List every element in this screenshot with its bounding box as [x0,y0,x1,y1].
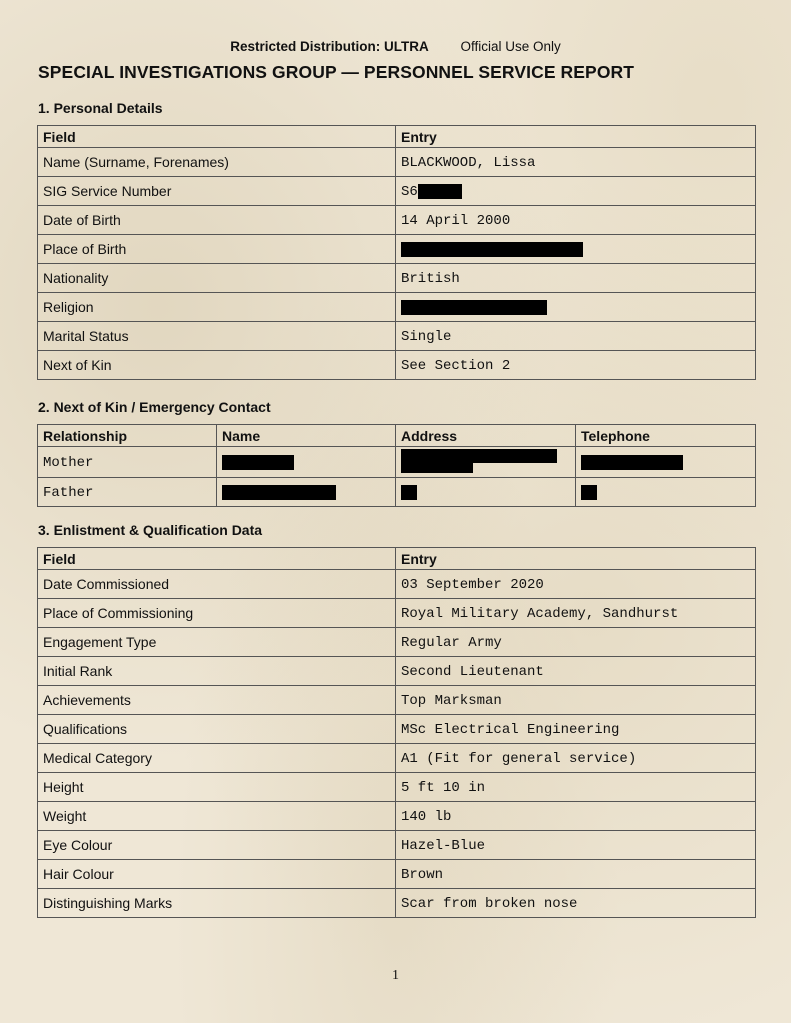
entry-text: Hazel-Blue [401,838,486,854]
entry-text: British [401,271,460,287]
table-row [38,628,756,657]
entry-value [396,264,756,293]
redaction-bar [581,455,683,470]
field-label: Eye Colour [38,831,396,860]
column-header-relationship: Relationship [38,425,217,447]
entry-value [396,148,756,177]
field-label: Nationality [38,264,396,293]
field-label: Distinguishing Marks [38,889,396,918]
table-row [38,715,756,744]
entry-value [396,351,756,380]
entry-value [396,744,756,773]
field-label: Marital Status [38,322,396,351]
entry-text: 03 September 2020 [401,577,544,593]
redaction-bar [401,449,557,463]
classification-line [0,39,791,54]
table-row [38,657,756,686]
field-label: SIG Service Number [38,177,396,206]
table-row [38,570,756,599]
field-label: Height [38,773,396,802]
entry-text: Scar from broken nose [401,896,578,912]
field-label: Medical Category [38,744,396,773]
column-header-entry: Entry [396,548,756,570]
section-3-heading: 3. Enlistment & Qualification Data [38,522,263,538]
entry-value [396,293,756,322]
redaction-bar [401,485,417,500]
table-header-row [38,126,756,148]
address-cell [396,478,576,507]
redaction-bar [418,184,462,199]
table-row [38,686,756,715]
field-label: Initial Rank [38,657,396,686]
page-number: 1 [392,968,399,983]
field-label: Weight [38,802,396,831]
name-cell [217,478,396,507]
table-row [38,599,756,628]
redaction-bar [222,455,294,470]
enlistment-qualification-table [37,547,756,918]
official-use-label: Official Use Only [460,39,561,54]
field-label: Date Commissioned [38,570,396,599]
table-row [38,264,756,293]
field-label: Next of Kin [38,351,396,380]
entry-value [396,206,756,235]
table-row [38,860,756,889]
table-header-row [38,548,756,570]
entry-value [396,802,756,831]
entry-value [396,831,756,860]
restricted-distribution-label: Restricted Distribution: ULTRA [230,39,429,54]
entry-text: Single [401,329,452,345]
entry-text: BLACKWOOD, Lissa [401,155,536,171]
entry-value [396,177,756,206]
redaction-bar [401,242,583,257]
column-header-field: Field [38,126,396,148]
table-row [38,478,756,507]
table-row [38,889,756,918]
column-header-field: Field [38,548,396,570]
relationship-text: Mother [43,455,94,471]
entry-text: MSc Electrical Engineering [401,722,620,738]
entry-value [396,860,756,889]
table-row [38,322,756,351]
field-label: Engagement Type [38,628,396,657]
entry-text: 5 ft 10 in [401,780,486,796]
name-cell [217,447,396,478]
entry-value [396,599,756,628]
field-label: Date of Birth [38,206,396,235]
table-row [38,744,756,773]
table-row [38,351,756,380]
entry-value [396,889,756,918]
entry-value [396,715,756,744]
entry-text: Second Lieutenant [401,664,544,680]
table-row [38,177,756,206]
entry-text: S6 [401,184,418,200]
relationship-cell [38,447,217,478]
entry-text: See Section 2 [401,358,511,374]
table-row [38,293,756,322]
entry-text: 140 lb [401,809,452,825]
redaction-bar [401,463,473,473]
address-cell [396,447,576,478]
column-header-telephone: Telephone [576,425,756,447]
document-title: SPECIAL INVESTIGATIONS GROUP — PERSONNEL SERVICE REPORT [38,62,635,82]
entry-value [396,686,756,715]
entry-value [396,657,756,686]
field-label: Place of Birth [38,235,396,264]
table-header-row [38,425,756,447]
personal-details-table [37,125,756,380]
field-label: Hair Colour [38,860,396,889]
table-row [38,773,756,802]
telephone-cell [576,478,756,507]
section-1-heading: 1. Personal Details [38,100,163,116]
entry-value [396,773,756,802]
field-label: Qualifications [38,715,396,744]
relationship-text: Father [43,485,94,501]
telephone-cell [576,447,756,478]
field-label: Achievements [38,686,396,715]
column-header-address: Address [396,425,576,447]
table-row [38,206,756,235]
entry-text: A1 (Fit for general service) [401,751,637,767]
redaction-bar [401,300,547,315]
redaction-bar [222,485,336,500]
table-row [38,447,756,478]
table-row [38,148,756,177]
next-of-kin-table [37,424,756,507]
entry-text: Top Marksman [401,693,502,709]
table-row [38,235,756,264]
field-label: Religion [38,293,396,322]
column-header-name: Name [217,425,396,447]
entry-text: Regular Army [401,635,502,651]
entry-text: Royal Military Academy, Sandhurst [401,606,679,622]
entry-text: Brown [401,867,444,883]
entry-value [396,235,756,264]
entry-value [396,570,756,599]
field-label: Name (Surname, Forenames) [38,148,396,177]
table-row [38,802,756,831]
column-header-entry: Entry [396,126,756,148]
section-2-heading: 2. Next of Kin / Emergency Contact [38,399,271,415]
relationship-cell [38,478,217,507]
field-label: Place of Commissioning [38,599,396,628]
entry-text: 14 April 2000 [401,213,511,229]
entry-value [396,628,756,657]
entry-value [396,322,756,351]
redaction-bar [581,485,597,500]
table-row [38,831,756,860]
